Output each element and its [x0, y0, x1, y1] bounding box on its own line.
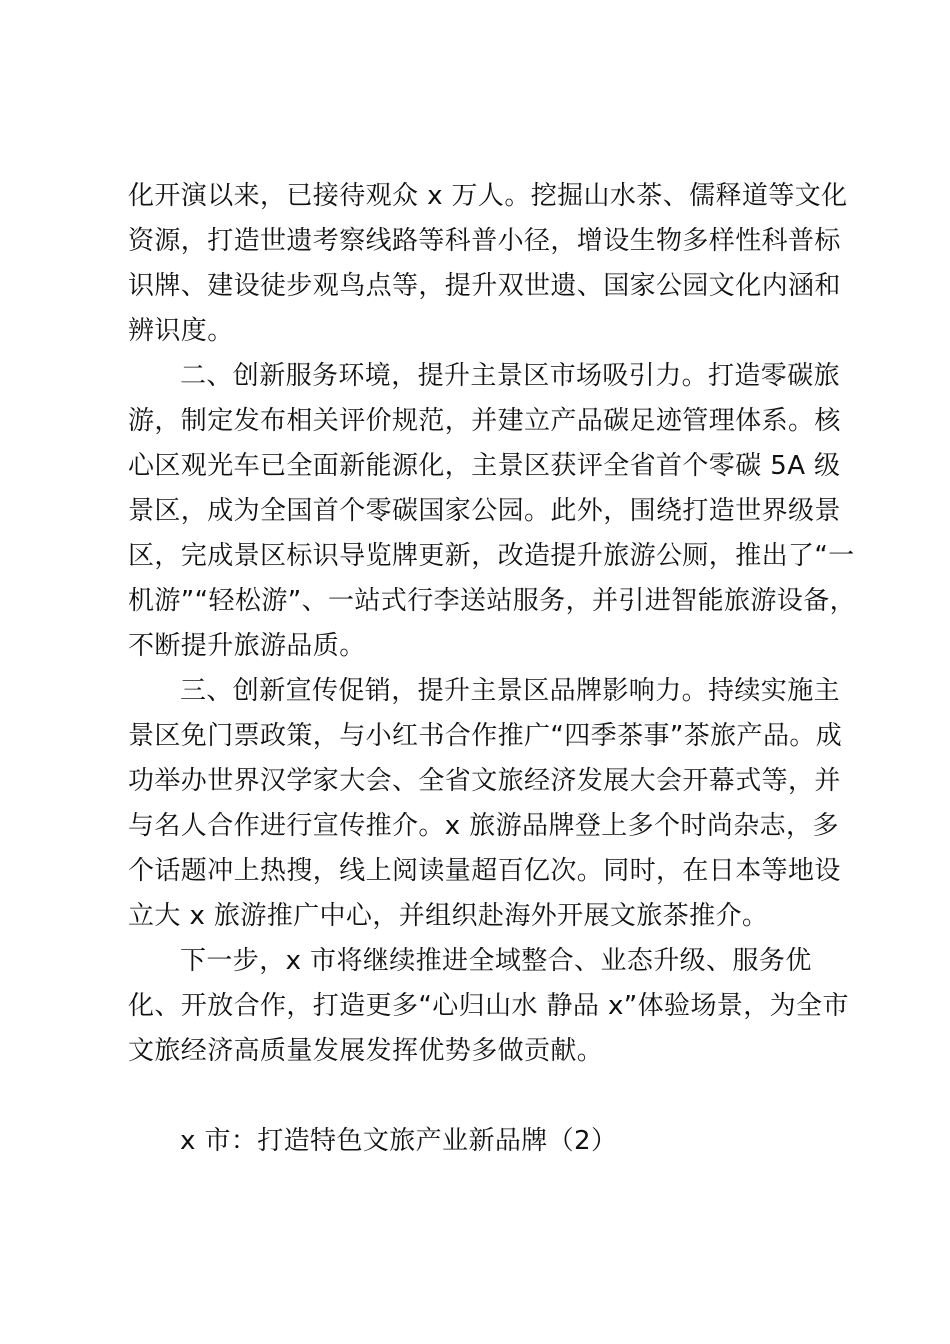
paragraph-line: 辨识度。 [128, 316, 234, 346]
paragraph-line: 不断提升旅游品质。 [128, 631, 366, 661]
article-title: x 市：打造特色文旅产业新品牌（2） [180, 1126, 618, 1156]
paragraph-line: 功举办世界汉学家大会、全省文旅经济发展大会开幕式等，并 [128, 766, 841, 796]
section-heading-line: 三、创新宣传促销，提升主景区品牌影响力。持续实施主 [180, 676, 841, 706]
paragraph-line: 识牌、建设徒步观鸟点等，提升双世遗、国家公园文化内涵和 [128, 271, 841, 301]
paragraph-line: 与名人合作进行宣传推介。x 旅游品牌登上多个时尚杂志，多 [128, 811, 839, 841]
paragraph-line: 化、开放合作，打造更多“心归山水 静品 x”体验场景，为全市 [128, 991, 849, 1021]
paragraph-line: 资源，打造世遗考察线路等科普小径，增设生物多样性科普标 [128, 226, 841, 256]
paragraph-line: 下一步，x 市将继续推进全域整合、业态升级、服务优 [180, 946, 812, 976]
paragraph-line: 机游”“轻松游”、一站式行李送站服务，并引进智能旅游设备， [128, 586, 857, 616]
paragraph-line: 文旅经济高质量发展发挥优势多做贡献。 [128, 1036, 604, 1066]
paragraph-line: 景区免门票政策，与小红书合作推广“四季茶事”茶旅产品。成 [128, 721, 843, 751]
paragraph-line: 心区观光车已全面新能源化，主景区获评全省首个零碳 5A 级 [128, 451, 841, 481]
paragraph-line: 游，制定发布相关评价规范，并建立产品碳足迹管理体系。核 [128, 406, 841, 436]
paragraph-line: 景区，成为全国首个零碳国家公园。此外，围绕打造世界级景 [128, 496, 841, 526]
paragraph-line: 化开演以来，已接待观众 x 万人。挖掘山水茶、儒释道等文化 [128, 181, 848, 211]
paragraph-line: 区，完成景区标识导览牌更新，改造提升旅游公厕，推出了“一 [128, 541, 855, 571]
paragraph-line: 个话题冲上热搜，线上阅读量超百亿次。同时，在日本等地设 [128, 856, 841, 886]
section-heading-line: 二、创新服务环境，提升主景区市场吸引力。打造零碳旅 [180, 361, 841, 391]
paragraph-line: 立大 x 旅游推广中心，并组织赴海外开展文旅茶推介。 [128, 901, 769, 931]
